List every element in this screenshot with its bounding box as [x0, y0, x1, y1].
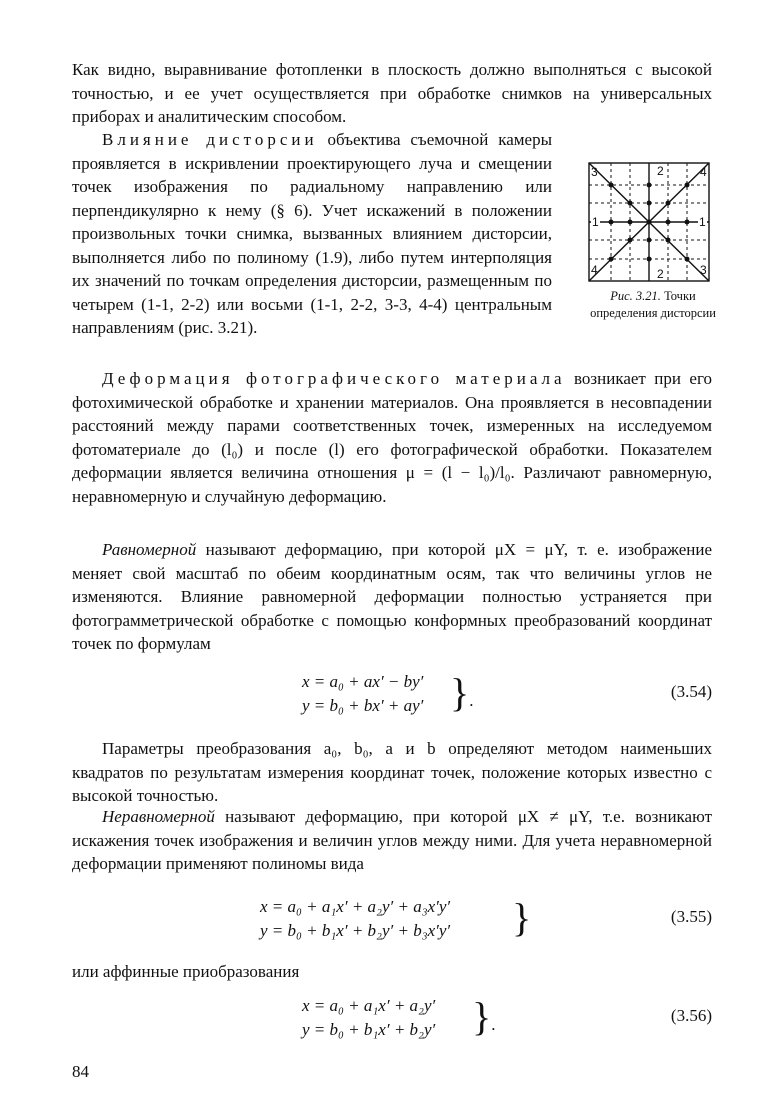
label-bottom-right-3: 3: [700, 263, 707, 277]
uniform-lead: Равномерной: [102, 540, 197, 559]
paragraph-film-flattening: Как видно, выравнивание фотопленки в плоскость должно выполняться с высокой точностью, и ее учет осуществляется при обработке снимков на универсальных приборах и аналитическим способом.: [72, 60, 712, 126]
equation-3-54-lines: x = a₀ + ax′ − by′ y = b₀ + bx′ + ay′: [302, 672, 424, 715]
figure-3-21: [578, 158, 728, 322]
equation-3-56-number: (3.56): [670, 1006, 712, 1025]
figure-caption: [578, 288, 728, 322]
label-left-1: 1: [592, 215, 599, 229]
deformation-text: возникает при его фотохимической обработке и хранении материалов. Она проявляется в несовпадении расстояний между парами соответственных точек, измеренных на исследуемом фотоматериале до (l₀) и после (l) его фотографической обработки. Показателем деформации является величина отношения μ = (l − l₀)/l₀. Различают равномерную, неравномерную и случайную деформацию.: [72, 369, 712, 506]
equation-3-54-number: (3.54): [670, 682, 712, 701]
equation-3-54-brace: }.: [450, 670, 474, 715]
label-top-2: 2: [657, 164, 664, 178]
label-bottom-2: 2: [657, 267, 664, 281]
label-top-left-3: 3: [591, 165, 598, 179]
figure-caption-text: Точки определения дисторсии: [590, 289, 716, 320]
distortion-points-diagram: [584, 158, 714, 286]
uniform-text: называют деформацию, при которой μX = μY, т. е. изображение меняет свой масштаб по обеим координатным осям, так что величины углов не изменяются. Влияние равномерной деформации полностью устраняется при фотограмметрической обработке с помощью конформных преобразований координат точек по формулам: [72, 540, 712, 653]
paragraph-uniform-deformation: [72, 538, 712, 656]
equation-3-56-lines: x = a₀ + a₁x′ + a₂y′ y = b₀ + b₁x′ + b₂y′: [302, 996, 436, 1039]
equation-3-56-brace: }.: [472, 994, 496, 1039]
paragraph-parameters: Параметры преобразования a₀, b₀, a и b определяют методом наименьших квадратов по результатам измерения координат точек, положение которых известно с высокой точностью.: [72, 739, 712, 805]
distortion-lead: Влияние дисторсии: [102, 130, 318, 149]
paragraph-deformation: [72, 367, 712, 508]
deformation-lead: Деформация фотографического материала: [102, 369, 566, 388]
page-number: 84: [72, 1062, 89, 1081]
equation-3-55-brace: }: [512, 895, 532, 940]
equation-3-55-number: (3.55): [670, 907, 712, 926]
nonuniform-text: называют деформацию, при которой μX ≠ μY, т.е. возникают искажения точек изображения и величин углов между ними. Для учета неравномерной деформации применяют полиномы вида: [72, 807, 712, 873]
equation-3-56: [72, 994, 712, 1054]
paragraph-nonuniform-deformation: [72, 805, 712, 876]
equation-3-55: [72, 895, 712, 955]
figure-caption-number: Рис. 3.21.: [610, 289, 661, 303]
label-right-1: 1: [699, 215, 706, 229]
equation-3-55-lines: x = a₀ + a₁x′ + a₂y′ + a₃x′y′ y = b₀ + b₁x′ + b₂y′ + b₃x′y′: [260, 897, 451, 940]
distortion-text: объектива съемочной камеры проявляется в искривлении проектирующего луча и смещении точек изображения по радиальному направлению или перпендикулярно к нему (§ 6). Учет искажений в положении произвольных точки снимка, вызванных влиянием дисторсии, выполняется либо по полиному (1.9), либо путем интерполяция их значений по точкам определения дисторсии, размещенным по четырем (1-1, 2-2) или восьми (1-1, 2-2, 3-3, 4-4) центральным направлениям (рис. 3.21).: [72, 130, 552, 337]
equation-3-54: [72, 670, 712, 730]
paragraph-affine: или аффинные приобразования: [72, 962, 300, 981]
label-top-right-4: 4: [700, 165, 707, 179]
nonuniform-lead: Неравномерной: [102, 807, 215, 826]
label-bottom-left-4: 4: [591, 263, 598, 277]
